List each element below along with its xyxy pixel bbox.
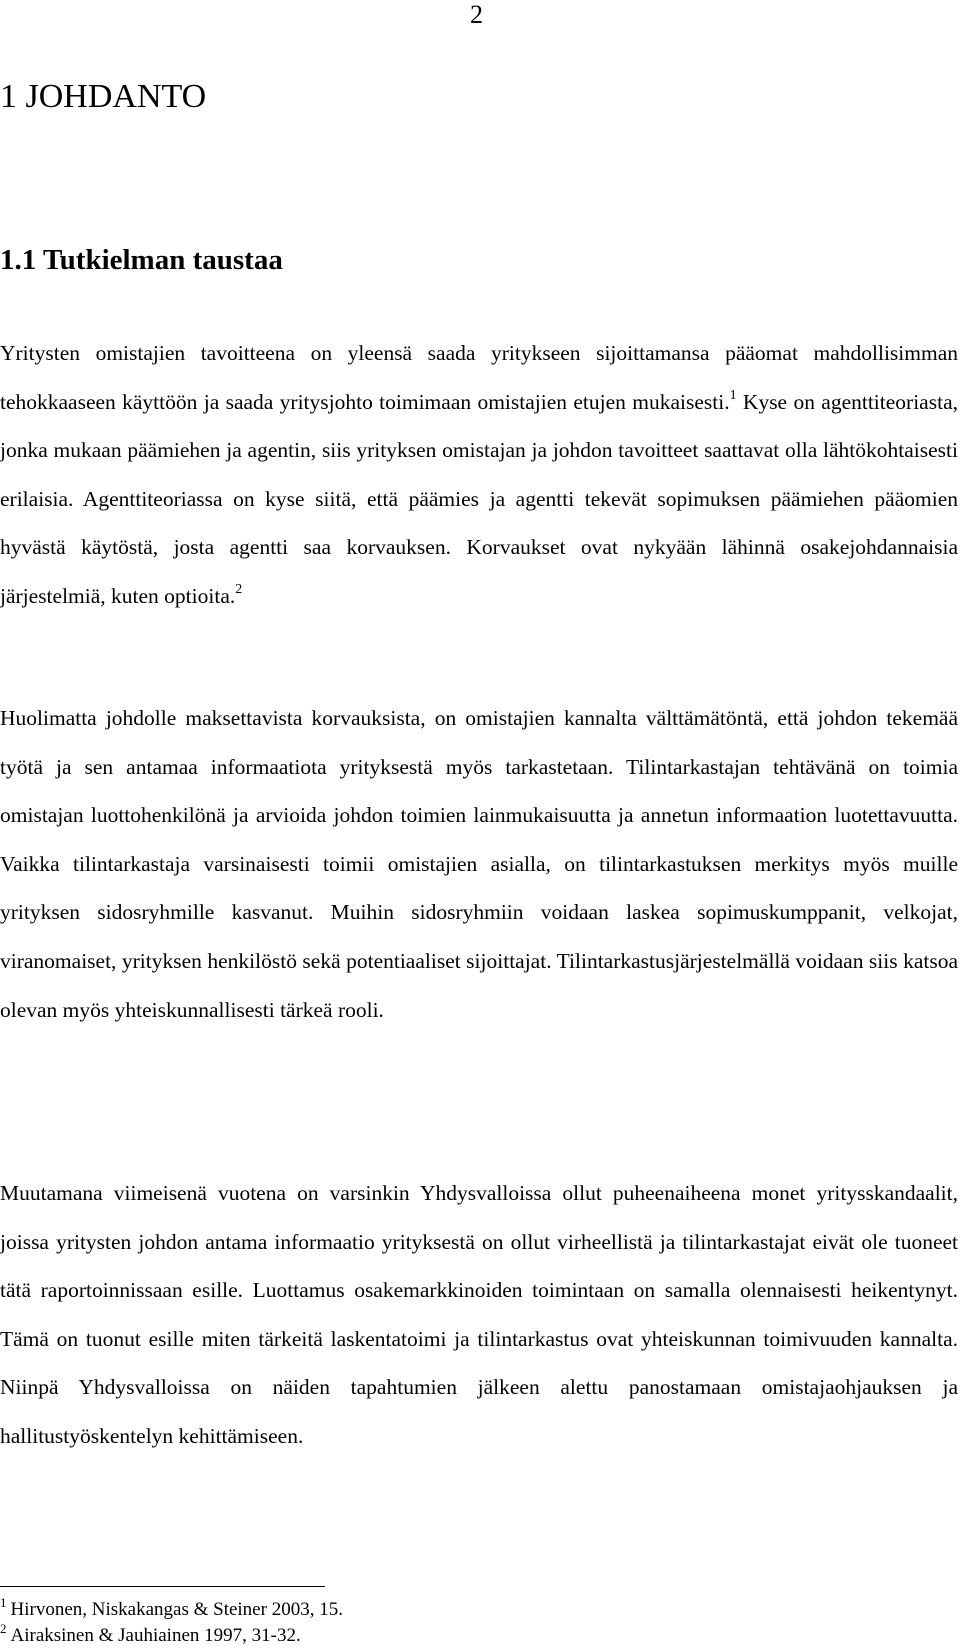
footnote-2 <box>0 1621 301 1648</box>
chapter-title: 1 JOHDANTO <box>0 78 207 115</box>
paragraph-1-text-b: Kyse on agenttiteoriasta, jonka mukaan päämiehen ja agentin, siis yrityksen omistajan ja johdon tavoitteet saattavat olla lähtökohtaisesti erilaisia. Agenttiteoriassa on kyse siitä, että päämies ja agentti tekevät sopimuksen päämiehen pääomien hyvästä käytöstä, josta agentti saa korvauksen. Korvaukset ovat nykyään lähinnä osakejohdannaisia järjestelmiä, kuten optioita. <box>0 389 958 608</box>
page-number: 2 <box>470 0 483 29</box>
footnote-2-text: Airaksinen & Jauhiainen 1997, 31-32. <box>10 1625 301 1646</box>
footnote-1-text: Hirvonen, Niskakangas & Steiner 2003, 15. <box>10 1599 343 1620</box>
paragraph-1 <box>0 329 958 621</box>
paragraph-1-text-a: Yritysten omistajien tavoitteena on yleensä saada yritykseen sijoittamansa pääomat mahdollisimman tehokkaaseen käyttöön ja saada yritysjohto toimimaan omistajien etujen mukaisesti. <box>0 341 958 414</box>
footnote-divider <box>0 1586 325 1587</box>
paragraph-3: Muutamana viimeisenä vuotena on varsinkin Yhdysvalloissa ollut puheenaiheena monet yritysskandaalit, joissa yritysten johdon antama informaatio yrityksestä on ollut virheellistä ja tilintarkastajat eivät ole tuoneet tätä raportoinnissaan esille. Luottamus osakemarkkinoiden toimintaan on samalla olennaisesti heikentynyt. Tämä on tuonut esille miten tärkeitä laskentatoimi ja tilintarkastus ovat yhteiskunnan toimivuuden kannalta. Niinpä Yhdysvalloissa on näiden tapahtumien jälkeen alettu panostamaan omistajaohjauksen ja hallitustyöskentelyn kehittämiseen. <box>0 1181 958 1448</box>
footnote-ref-1[interactable]: 1 <box>729 387 737 403</box>
section-title: 1.1 Tutkielman taustaa <box>0 244 283 276</box>
footnote-ref-2[interactable]: 2 <box>235 582 243 598</box>
footnote-1 <box>0 1595 343 1622</box>
footnote-2-marker: 2 <box>0 1621 7 1637</box>
paragraph-2: Huolimatta johdolle maksettavista korvauksista, on omistajien kannalta välttämätöntä, että johdon tekemää työtä ja sen antamaa informaatiota yrityksestä myös tarkastetaan. Tilintarkastajan tehtävänä on toimia omistajan luottohenkilönä ja arvioida johdon toimien lainmukaisuutta ja annetun informaation luotettavuutta. Vaikka tilintarkastaja varsinaisesti toimii omistajien asialla, on tilintarkastuksen merkitys myös muille yrityksen sidosryhmille kasvanut. Muihin sidosryhmiin voidaan laskea sopimuskumppanit, velkojat, viranomaiset, yrityksen henkilöstö sekä potentiaaliset sijoittajat. Tilintarkastusjärjestelmällä voidaan siis katsoa olevan myös yhteiskunnallisesti tärkeä rooli. <box>0 706 958 1022</box>
footnote-1-marker: 1 <box>0 1595 7 1611</box>
